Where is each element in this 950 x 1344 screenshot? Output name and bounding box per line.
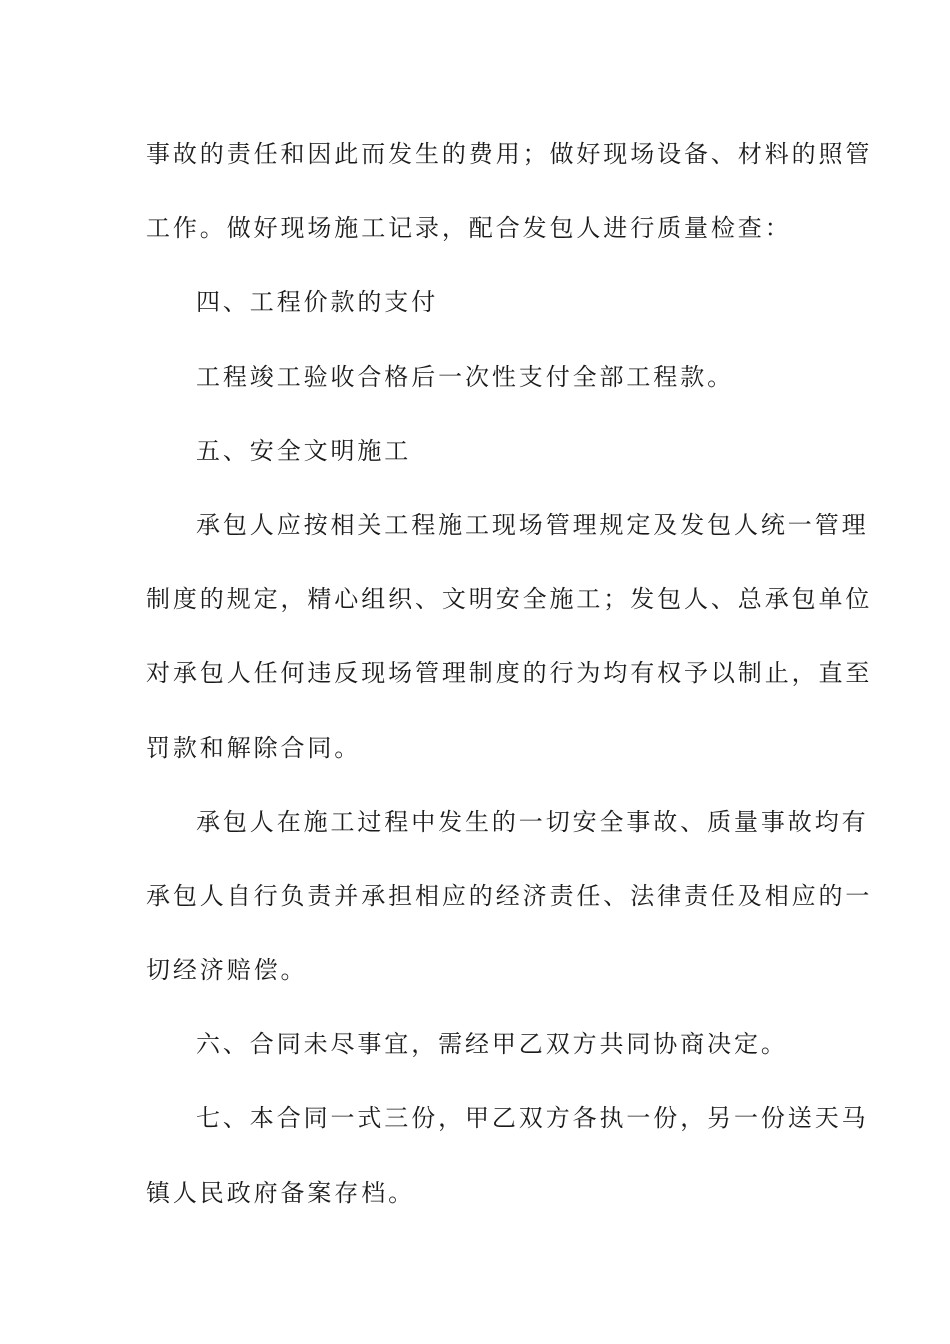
paragraph-line: 承包人在施工过程中发生的一切安全事故、质量事故均有 (196, 807, 869, 836)
clause-seven: 七、本合同一式三份，甲乙双方各执一份，另一份送天马 (196, 1104, 869, 1133)
paragraph-line: 事故的责任和因此而发生的费用；做好现场设备、材料的照管 (146, 140, 873, 168)
paragraph-line: 工程竣工验收合格后一次性支付全部工程款。 (196, 362, 734, 391)
section-heading-payment: 四、工程价款的支付 (196, 288, 439, 317)
clause-six: 六、合同未尽事宜，需经甲乙双方共同协商决定。 (196, 1030, 788, 1059)
paragraph-line: 制度的规定，精心组织、文明安全施工；发包人、总承包单位 (146, 585, 873, 614)
paragraph-line: 镇人民政府备案存档。 (146, 1178, 415, 1207)
section-heading-safety: 五、安全文明施工 (196, 436, 412, 465)
paragraph-line: 罚款和解除合同。 (146, 733, 362, 762)
paragraph-line: 切经济赔偿。 (146, 956, 308, 985)
document-body (146, 130, 873, 1243)
paragraph-line: 承包人应按相关工程施工现场管理规定及发包人统一管理 (196, 510, 869, 539)
paragraph-line: 承包人自行负责并承担相应的经济责任、法律责任及相应的一 (146, 881, 873, 910)
paragraph-line: 工作。做好现场施工记录，配合发包人进行质量检查： (146, 214, 792, 243)
paragraph-line: 对承包人任何违反现场管理制度的行为均有权予以制止，直至 (146, 659, 873, 688)
